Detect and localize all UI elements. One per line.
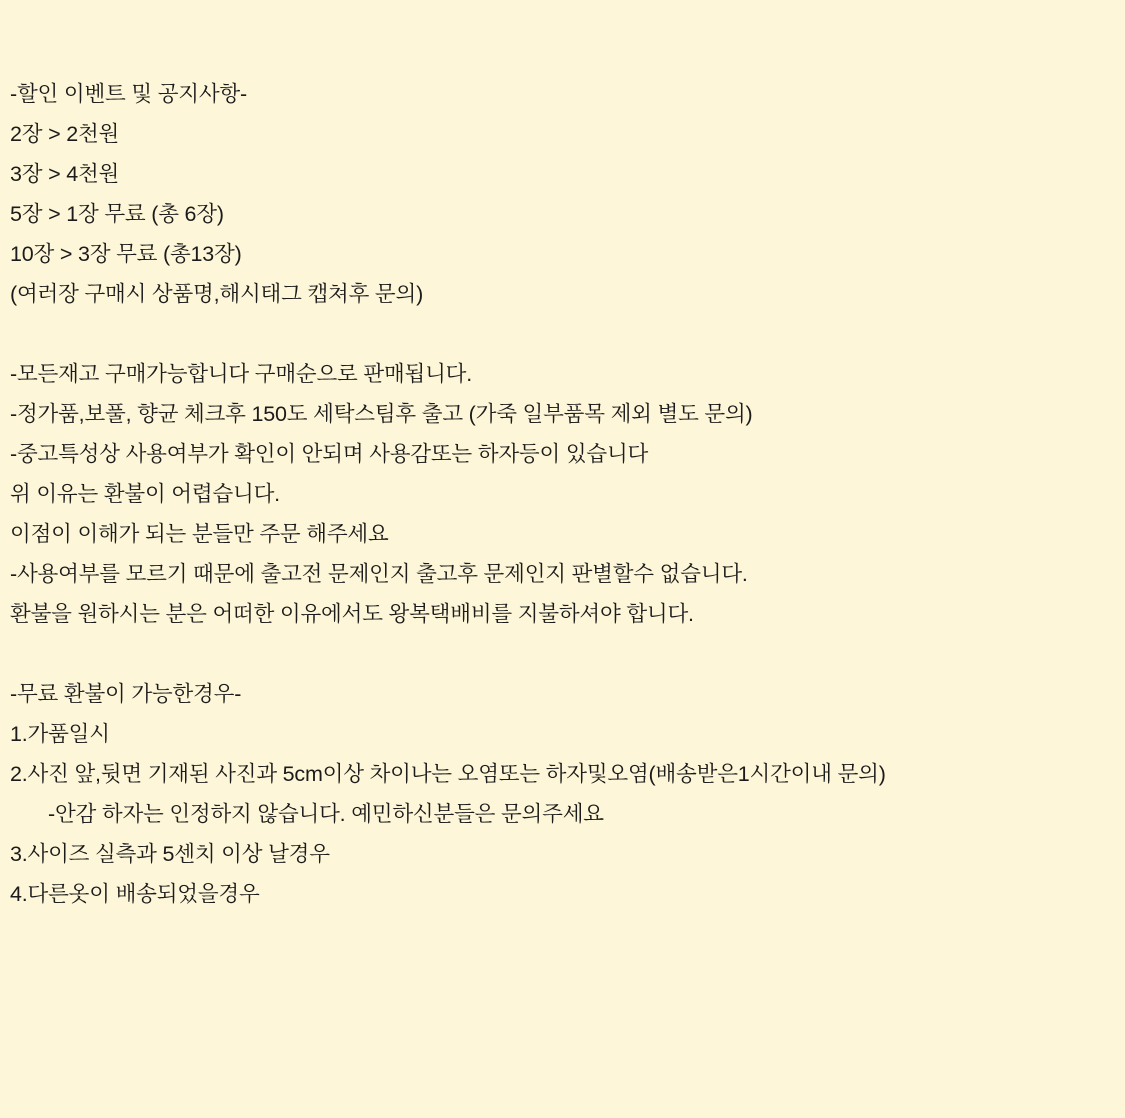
free-refund-cases-section (10, 674, 1125, 914)
notice-line: 5장 > 1장 무료 (총 6장) (10, 202, 224, 226)
notice-line: 2.사진 앞,뒷면 기재된 사진과 5cm이상 차이나는 오염또는 하자및오염(배송받은1시간이내 문의) (10, 762, 886, 786)
notice-line: 10장 > 3장 무료 (총13장) (10, 242, 242, 266)
section-spacer (10, 634, 1125, 674)
notice-line: -중고특성상 사용여부가 확인이 안되며 사용감또는 하자등이 있습니다 (10, 442, 649, 466)
notice-line-indented: -안감 하자는 인정하지 않습니다. 예민하신분들은 문의주세요 (48, 802, 604, 826)
notice-line: -정가품,보풀, 향균 체크후 150도 세탁스팀후 출고 (가죽 일부품목 제외 별도 문의) (10, 402, 753, 426)
stock-and-condition-section (10, 354, 1125, 634)
notice-line: 환불을 원하시는 분은 어떠한 이유에서도 왕복택배비를 지불하셔야 합니다. (10, 602, 694, 626)
notice-line: (여러장 구매시 상품명,해시태그 캡쳐후 문의) (10, 282, 424, 306)
notice-line: 4.다른옷이 배송되었을경우 (10, 882, 260, 906)
notice-line: -모든재고 구매가능합니다 구매순으로 판매됩니다. (10, 362, 473, 386)
notice-line: -무료 환불이 가능한경우- (10, 682, 242, 706)
discount-notice-section (10, 74, 1125, 314)
notice-line: 이점이 이해가 되는 분들만 주문 해주세요 (10, 522, 389, 546)
section-spacer (10, 314, 1125, 354)
notice-line: 3장 > 4천원 (10, 162, 120, 186)
notice-line: 위 이유는 환불이 어렵습니다. (10, 482, 280, 506)
notice-line: 2장 > 2천원 (10, 122, 120, 146)
notice-line: 1.가품일시 (10, 722, 110, 746)
notice-line: 3.사이즈 실측과 5센치 이상 날경우 (10, 842, 330, 866)
notice-line: -할인 이벤트 및 공지사항- (10, 82, 247, 106)
notice-line: -사용여부를 모르기 때문에 출고전 문제인지 출고후 문제인지 판별할수 없습니다. (10, 562, 748, 586)
